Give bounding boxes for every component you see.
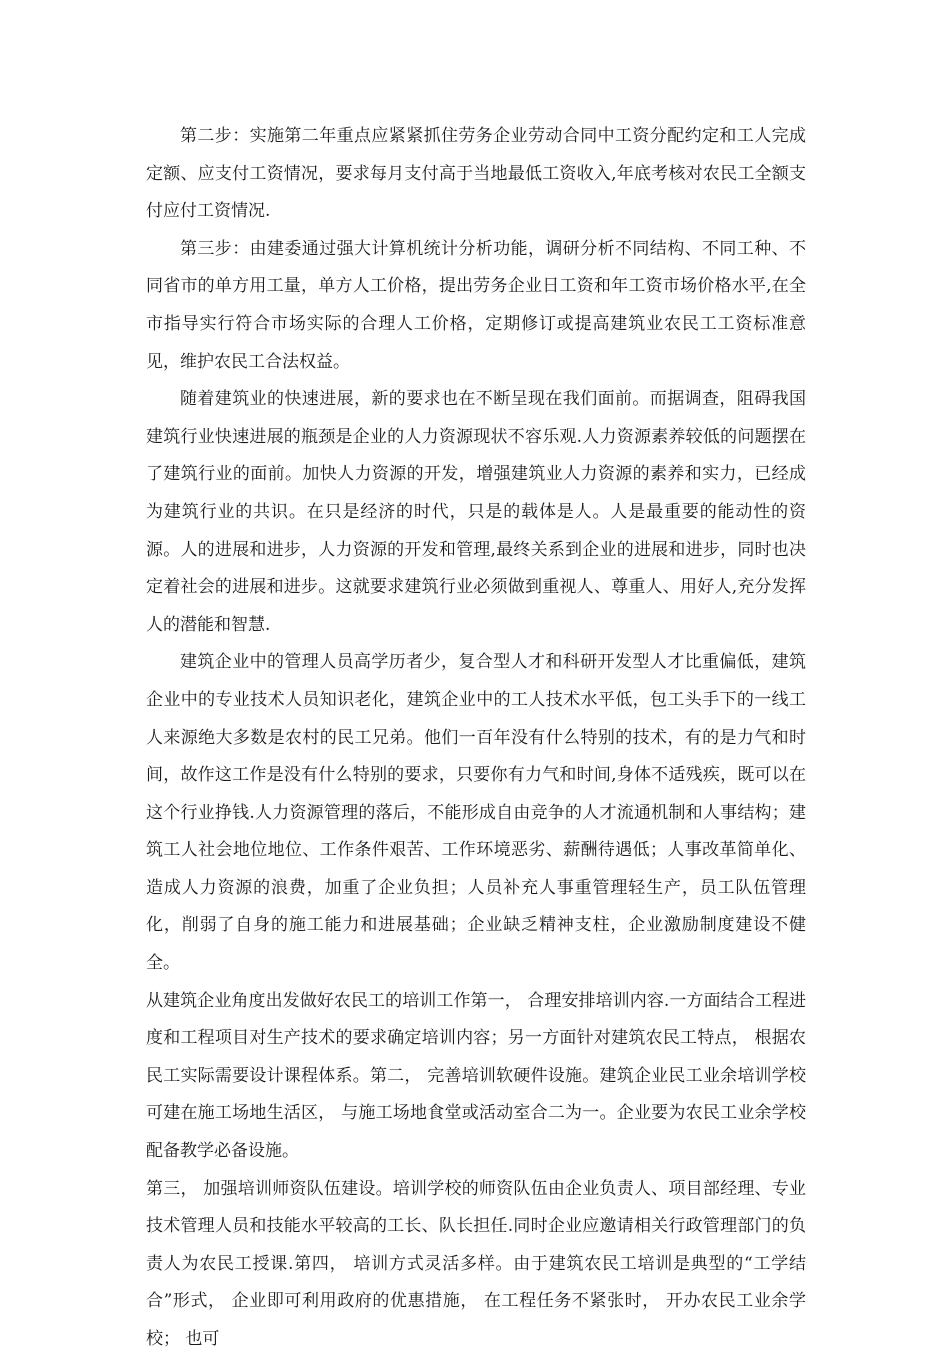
paragraph-training-first-second: 从建筑企业角度出发做好农民工的培训工作第一， 合理安排培训内容.一方面结合工程进度和工程项目对生产技术的要求确定培训内容；另一方面针对建筑农民工特点， 根据农民工实际需要设计课程体系。第二， 完善培训软硬件设施。建筑企业民工业余培训学校可建在施工场地生活区， 与施工场地食堂或活动室合二为一。企业要为农民工业余学校配备教学必备设施。 (146, 990, 806, 1162)
paragraph-human-resources-status: 建筑企业中的管理人员高学历者少，复合型人才和科研开发型人才比重偏低，建筑企业中的专业技术人员知识老化，建筑企业中的工人技术水平低，包工头手下的一线工人来源绝大多数是农村的民工兄弟。他们一百年没有什么特别的技术，有的是力气和时间，故作这工作是没有什么特别的要求，只要你有力气和时间,身体不适残疾，既可以在这个行业挣钱.人力资源管理的落后，不能形成自由竞争的人才流通机制和人事结构；建筑工人社会地位地位、工作条件艰苦、工作环境恶劣、薪酬待遇低；人事改革简单化、造成人力资源的浪费，加重了企业负担；人员补充人事重管理轻生产，员工队伍管理化，削弱了自身的施工能力和进展基础；企业缺乏精神支柱，企业激励制度建设不健全。 (146, 652, 806, 974)
paragraph-training-third-fourth: 第三， 加强培训师资队伍建设。培训学校的师资队伍由企业负责人、项目部经理、专业技术管理人员和技能水平较高的工长、队长担任.同时企业应邀请相关行政管理部门的负责人为农民工授课.第四， 培训方式灵活多样。由于建筑农民工培训是典型的“工学结合”形式， 企业即可利用政府的优惠措施， 在工程任务不紧张时， 开办农民工业余学校； 也可 (146, 1178, 806, 1349)
paragraph-step-three: 第三步：由建委通过强大计算机统计分析功能，调研分析不同结构、不同工种、不同省市的单方用工量，单方人工价格，提出劳务企业日工资和年工资市场价格水平,在全市指导实行符合市场实际的合理人工价格，定期修订或提高建筑业农民工工资标准意见，维护农民工合法权益。 (146, 238, 806, 372)
paragraph-industry-development: 随着建筑业的快速进展，新的要求也在不断呈现在我们面前。而据调查，阻碍我国建筑行业快速进展的瓶颈是企业的人力资源现状不容乐观.人力资源素养较低的问题摆在了建筑行业的面前。加快人力资源的开发，增强建筑业人力资源的素养和实力，已经成为建筑行业的共识。在只是经济的时代，只是的载体是人。人是最重要的能动性的资源。人的进展和进步，人力资源的开发和管理,最终关系到企业的进展和进步，同时也决定着社会的进展和进步。这就要求建筑行业必须做到重视人、尊重人、用好人,充分发挥人的潜能和智慧. (146, 389, 806, 635)
paragraph-step-two: 第二步：实施第二年重点应紧紧抓住劳务企业劳动合同中工资分配约定和工人完成定额、应支付工资情况，要求每月支付高于当地最低工资收入,年底考核对农民工全额支付应付工资情况. (146, 126, 806, 222)
document-body (146, 118, 806, 1359)
